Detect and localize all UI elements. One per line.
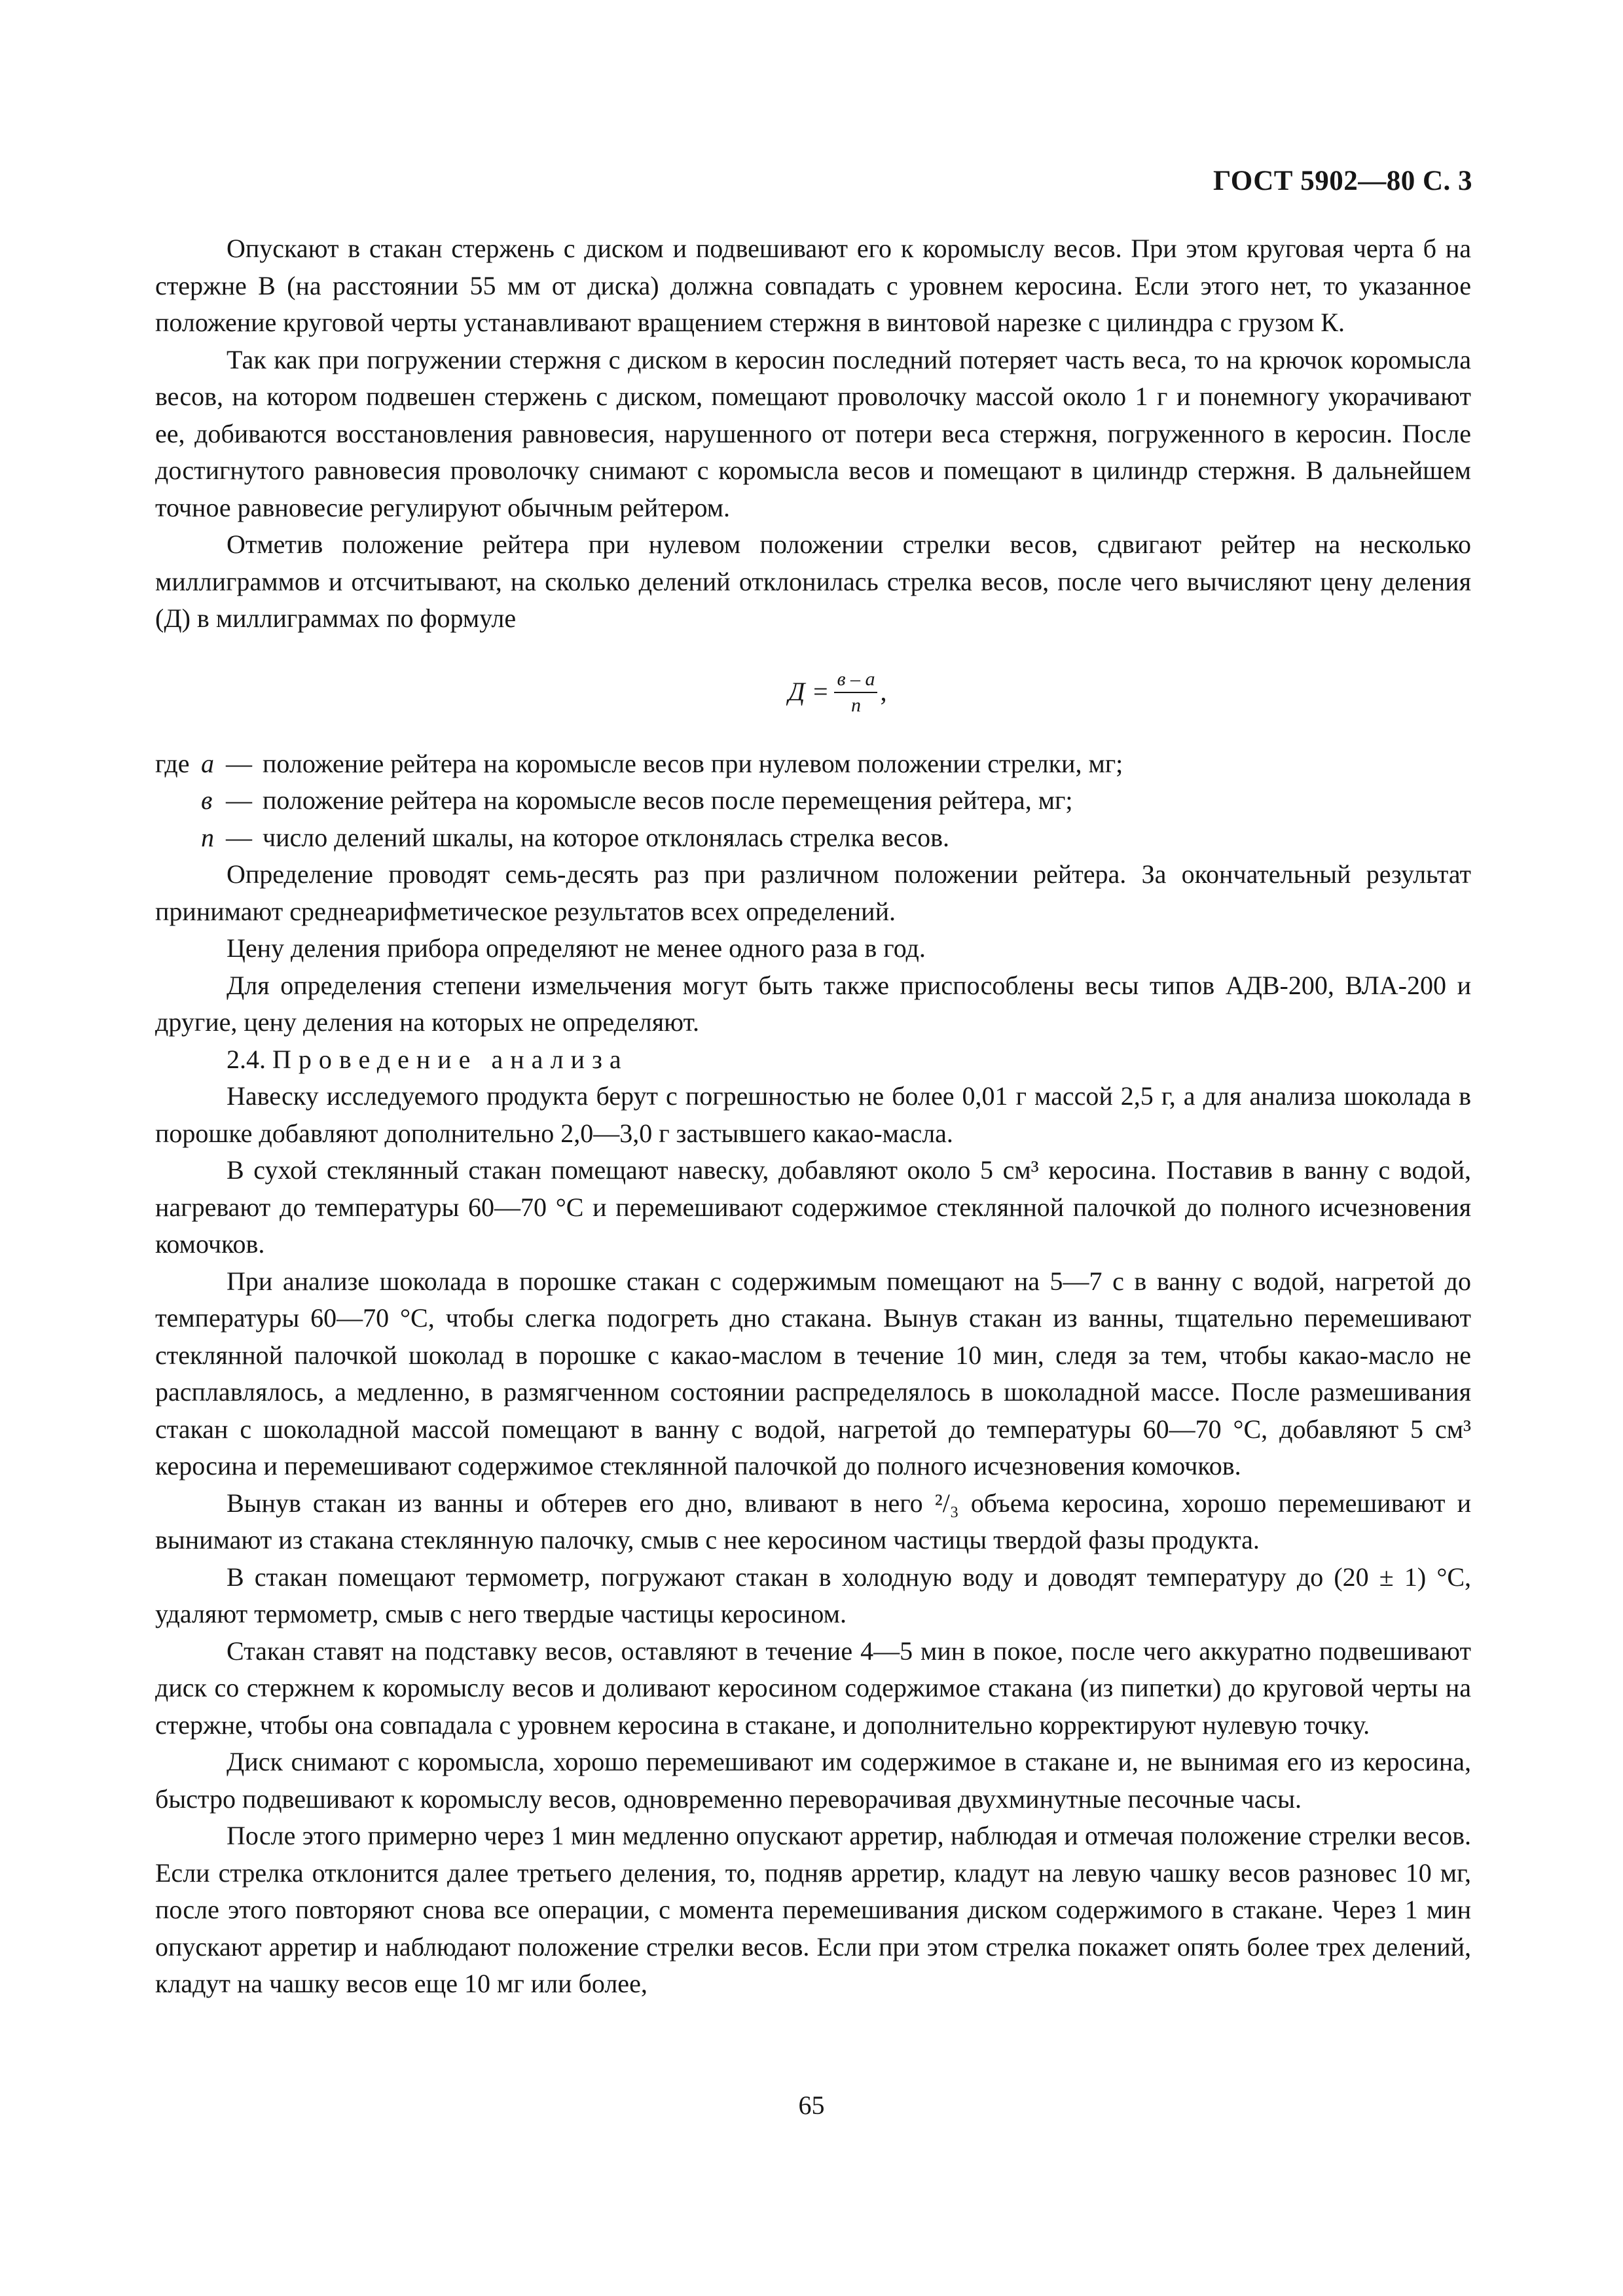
paragraph-8: В сухой стеклянный стакан помещают навеску, добавляют около 5 см³ керосина. Поставив в ванну с водой, нагревают до температуры 60—70 °С и перемешивают содержимое стеклянной палочкой до полного исчезновения комочков. — [155, 1155, 1471, 1259]
section-title: Проведение анализа — [272, 1044, 629, 1074]
legend-text: положение рейтера на коромысле весов после перемещения рейтера, мг; — [263, 785, 1073, 815]
legend-row — [155, 819, 1471, 857]
paragraph-14: После этого примерно через 1 мин медленно опускают арретир, наблюдая и отмечая положение стрелки весов. Если стрелка отклонится далее третьего деления, то, подняв арретир, кладут на левую чашку весов разновес 10 мг, после этого повторяют снова все операции, с момента перемешивания диском содержимого в стакане. Через 1 мин опускают арретир и наблюдают положение стрелки весов. Если при этом стрелка покажет опять более трех делений, кладут на чашку весов еще 10 мг или более, — [155, 1821, 1471, 1998]
legend-lead: где — [155, 748, 190, 778]
legend-dash: — — [226, 748, 252, 778]
paragraph-10: Вынув стакан из ванны и обтерев его дно, вливают в него ²/₃ объема керосина, хорошо перемешивают и вынимают из стакана стеклянную палочку, смыв с нее керосином частицы твердой фазы продукта. — [155, 1488, 1471, 1554]
formula-legend — [155, 745, 1471, 857]
paragraph-9: При анализе шоколада в порошке стакан с содержимым помещают на 5—7 с в ванну с водой, нагретой до температуры 60—70 °С, чтобы слегка подогреть дно стакана. Вынув стакан из ванны, тщательно перемешивают стеклянной палочкой шоколад в порошке с какао-маслом в течение 10 мин, следя за тем, чтобы какао-масло не расплавлялось, а медленно, в размягченном состоянии распределялось в шоколадной массе. После размешивания стакан с шоколадной массой помещают в ванну с водой, нагретой до температуры 60—70 °С, добавляют 5 см³ керосина и перемешивают содержимое стеклянной палочкой до полного исчезновения комочков. — [155, 1266, 1471, 1480]
paragraph-5: Цену деления прибора определяют не менее одного раза в год. — [227, 933, 926, 963]
section-heading — [155, 1041, 1471, 1079]
legend-text: число делений шкалы, на которое отклонялась стрелка весов. — [263, 822, 950, 852]
paragraph-4: Определение проводят семь-десять раз при различном положении рейтера. За окончательный результат принимают среднеарифметическое результатов всех определений. — [155, 859, 1471, 926]
formula-denominator: n — [850, 694, 861, 716]
formula-fraction — [834, 667, 877, 718]
page-header: ГОСТ 5902—80 С. 3 — [1213, 166, 1472, 196]
formula-numerator: в – а — [834, 667, 877, 693]
paragraph-12: Стакан ставят на подставку весов, оставляют в течение 4—5 мин в покое, после чего аккуратно подвешивают диск со стержнем к коромыслу весов и доливают керосином содержимое стакана (из пипетки) до круговой черты на стержне, чтобы она совпадала с уровнем керосина в стакане, и дополнительно корректируют нулевую точку. — [155, 1636, 1471, 1740]
legend-dash: — — [226, 822, 252, 852]
formula-block — [155, 637, 1471, 745]
page-number: 65 — [798, 2090, 825, 2120]
legend-row — [155, 782, 1471, 819]
paragraph-2: Так как при погружении стержня с диском в керосин последний потеряет часть веса, то на крючок коромысла весов, на котором подвешен стержень с диском, помещают проволочку массой около 1 г и понемногу укорачивают ее, добиваются восстановления равновесия, нарушенного от потери веса стержня, погруженного в керосин. После достигнутого равновесия проволочку снимают с коромысла весов и помещают в цилиндр стержня. В дальнейшем точное равновесие регулируют обычным рейтером. — [155, 344, 1471, 522]
legend-symbol: n — [201, 822, 214, 852]
document-body — [155, 230, 1471, 2003]
section-number: 2.4. — [227, 1044, 266, 1074]
legend-symbol: а — [201, 748, 214, 778]
paragraph-3: Отметив положение рейтера при нулевом положении стрелки весов, сдвигают рейтер на несколько миллиграммов и отсчитывают, на сколько делений отклонилась стрелка весов, после чего вычисляют цену деления (Д) в миллиграммах по формуле — [155, 529, 1471, 633]
paragraph-6: Для определения степени измельчения могут быть также приспособлены весы типов АДВ-200, ВЛА-200 и другие, цену деления на которых не определяют. — [155, 970, 1471, 1037]
paragraph-13: Диск снимают с коромысла, хорошо перемешивают им содержимое в стакане и, не вынимая его из керосина, быстро подвешивают к коромыслу весов, одновременно переворачивая двухминутные песочные часы. — [155, 1747, 1471, 1814]
legend-text: положение рейтера на коромысле весов при нулевом положении стрелки, мг; — [263, 748, 1123, 778]
legend-dash: — — [226, 785, 252, 815]
paragraph-7: Навеску исследуемого продукта берут с погрешностью не более 0,01 г массой 2,5 г, а для анализа шоколада в порошке добавляют дополнительно 2,0—3,0 г застывшего какао-масла. — [155, 1081, 1471, 1148]
legend-symbol: в — [201, 785, 213, 815]
formula-lhs: Д = — [788, 677, 830, 707]
formula-trail: , — [880, 677, 887, 707]
legend-row — [155, 745, 1471, 783]
formula — [788, 667, 886, 718]
paragraph-11: В стакан помещают термометр, погружают стакан в холодную воду и доводят температуру до (20 ± 1) °С, удаляют термометр, смыв с него твердые частицы керосином. — [155, 1562, 1471, 1628]
paragraph-1: Опускают в стакан стержень с диском и подвешивают его к коромыслу весов. При этом круговая черта б на стержне В (на расстоянии 55 мм от диска) должна совпадать с уровнем керосина. Если этого нет, то указанное положение круговой черты устанавливают вращением стержня в винтовой нарезке с цилиндра с грузом К. — [155, 234, 1471, 337]
